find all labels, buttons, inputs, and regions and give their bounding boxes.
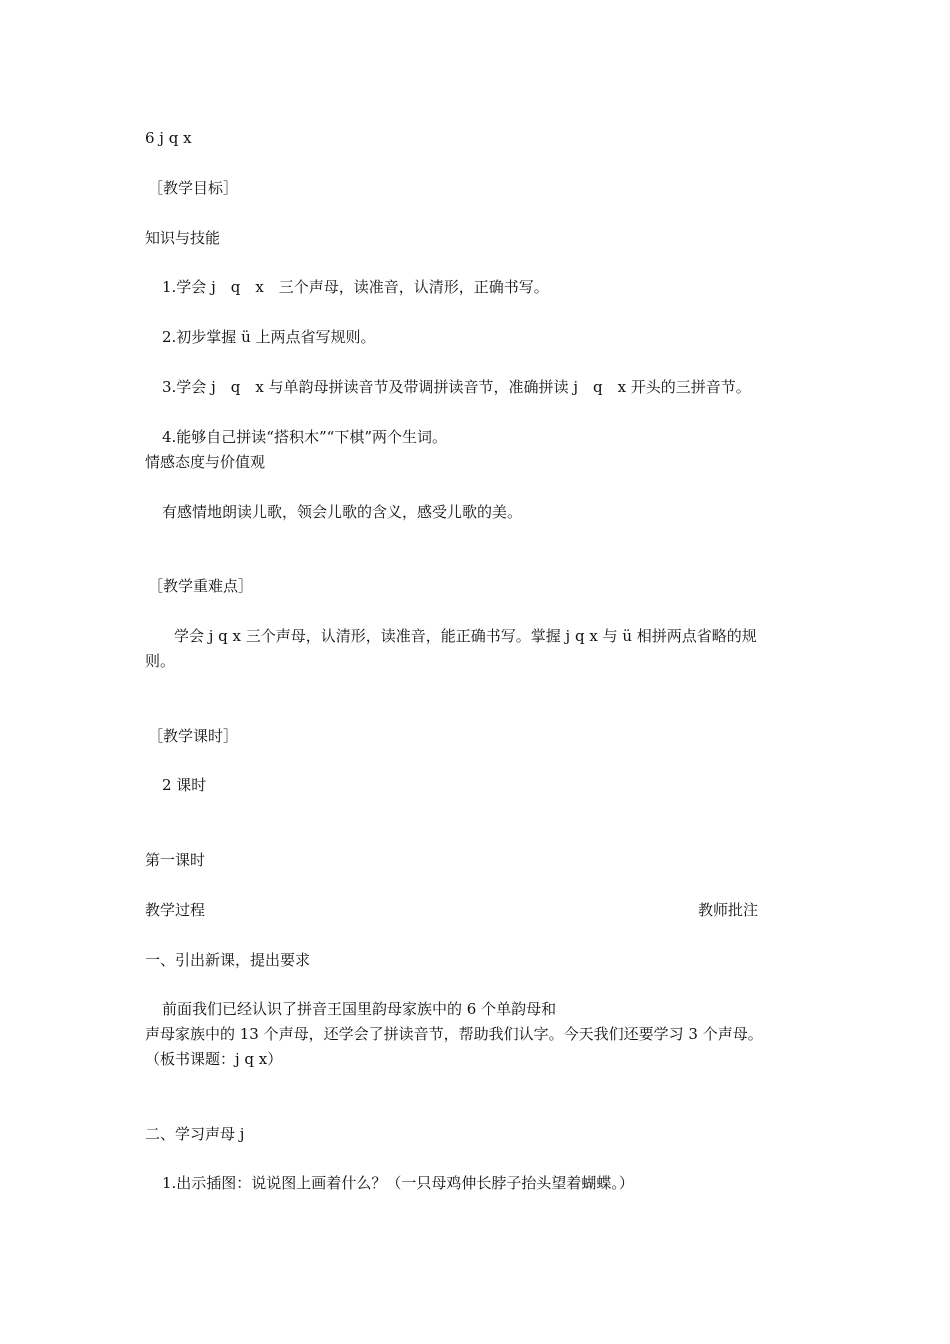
section1-line-2: 声母家族中的 13 个声母，还学会了拼读音节，帮助我们认字。今天我们还要学习 3 个声母。 — [145, 1025, 763, 1043]
hours-heading: ［教学课时］ — [148, 727, 239, 745]
objective-item-2: 2.初步掌握 ü 上两点省写规则。 — [162, 328, 376, 346]
teacher-note-label: 教师批注 — [698, 901, 759, 919]
objective-item-4: 4.能够自己拼读“搭积木”“下棋”两个生词。 — [162, 428, 447, 446]
section2-heading: 二、学习声母 j — [145, 1125, 245, 1143]
hours-text: 2 课时 — [162, 776, 207, 794]
lesson1-heading: 第一课时 — [145, 851, 206, 869]
objectives-heading: ［教学目标］ — [148, 179, 239, 197]
section1-heading: 一、引出新课，提出要求 — [145, 951, 311, 969]
emotion-heading: 情感态度与价值观 — [145, 453, 266, 471]
objective-item-1: 1.学会 j q x 三个声母，读准音，认清形，正确书写。 — [162, 278, 549, 296]
keypoints-line-2: 则。 — [145, 652, 176, 670]
emotion-text: 有感情地朗读儿歌，领会儿歌的含义，感受儿歌的美。 — [162, 503, 523, 521]
section2-item-1: 1.出示插图：说说图上画着什么？（一只母鸡伸长脖子抬头望着蝴蝶。） — [162, 1174, 634, 1192]
process-label: 教学过程 — [145, 901, 206, 919]
keypoints-heading: ［教学重难点］ — [148, 577, 254, 595]
section1-line-1: 前面我们已经认识了拼音王国里韵母家族中的 6 个单韵母和 — [162, 1000, 557, 1018]
knowledge-heading: 知识与技能 — [145, 229, 221, 247]
keypoints-line-1: 学会 j q x 三个声母，认清形，读准音，能正确书写。掌握 j q x 与 ü 相拼两点省略的规 — [174, 627, 757, 645]
objective-item-3: 3.学会 j q x 与单韵母拼读音节及带调拼读音节，准确拼读 j q x 开头的三拼音节。 — [162, 378, 751, 396]
section1-line-3: （板书课题：j q x） — [145, 1050, 283, 1068]
lesson-title: 6 j q x — [145, 129, 192, 147]
